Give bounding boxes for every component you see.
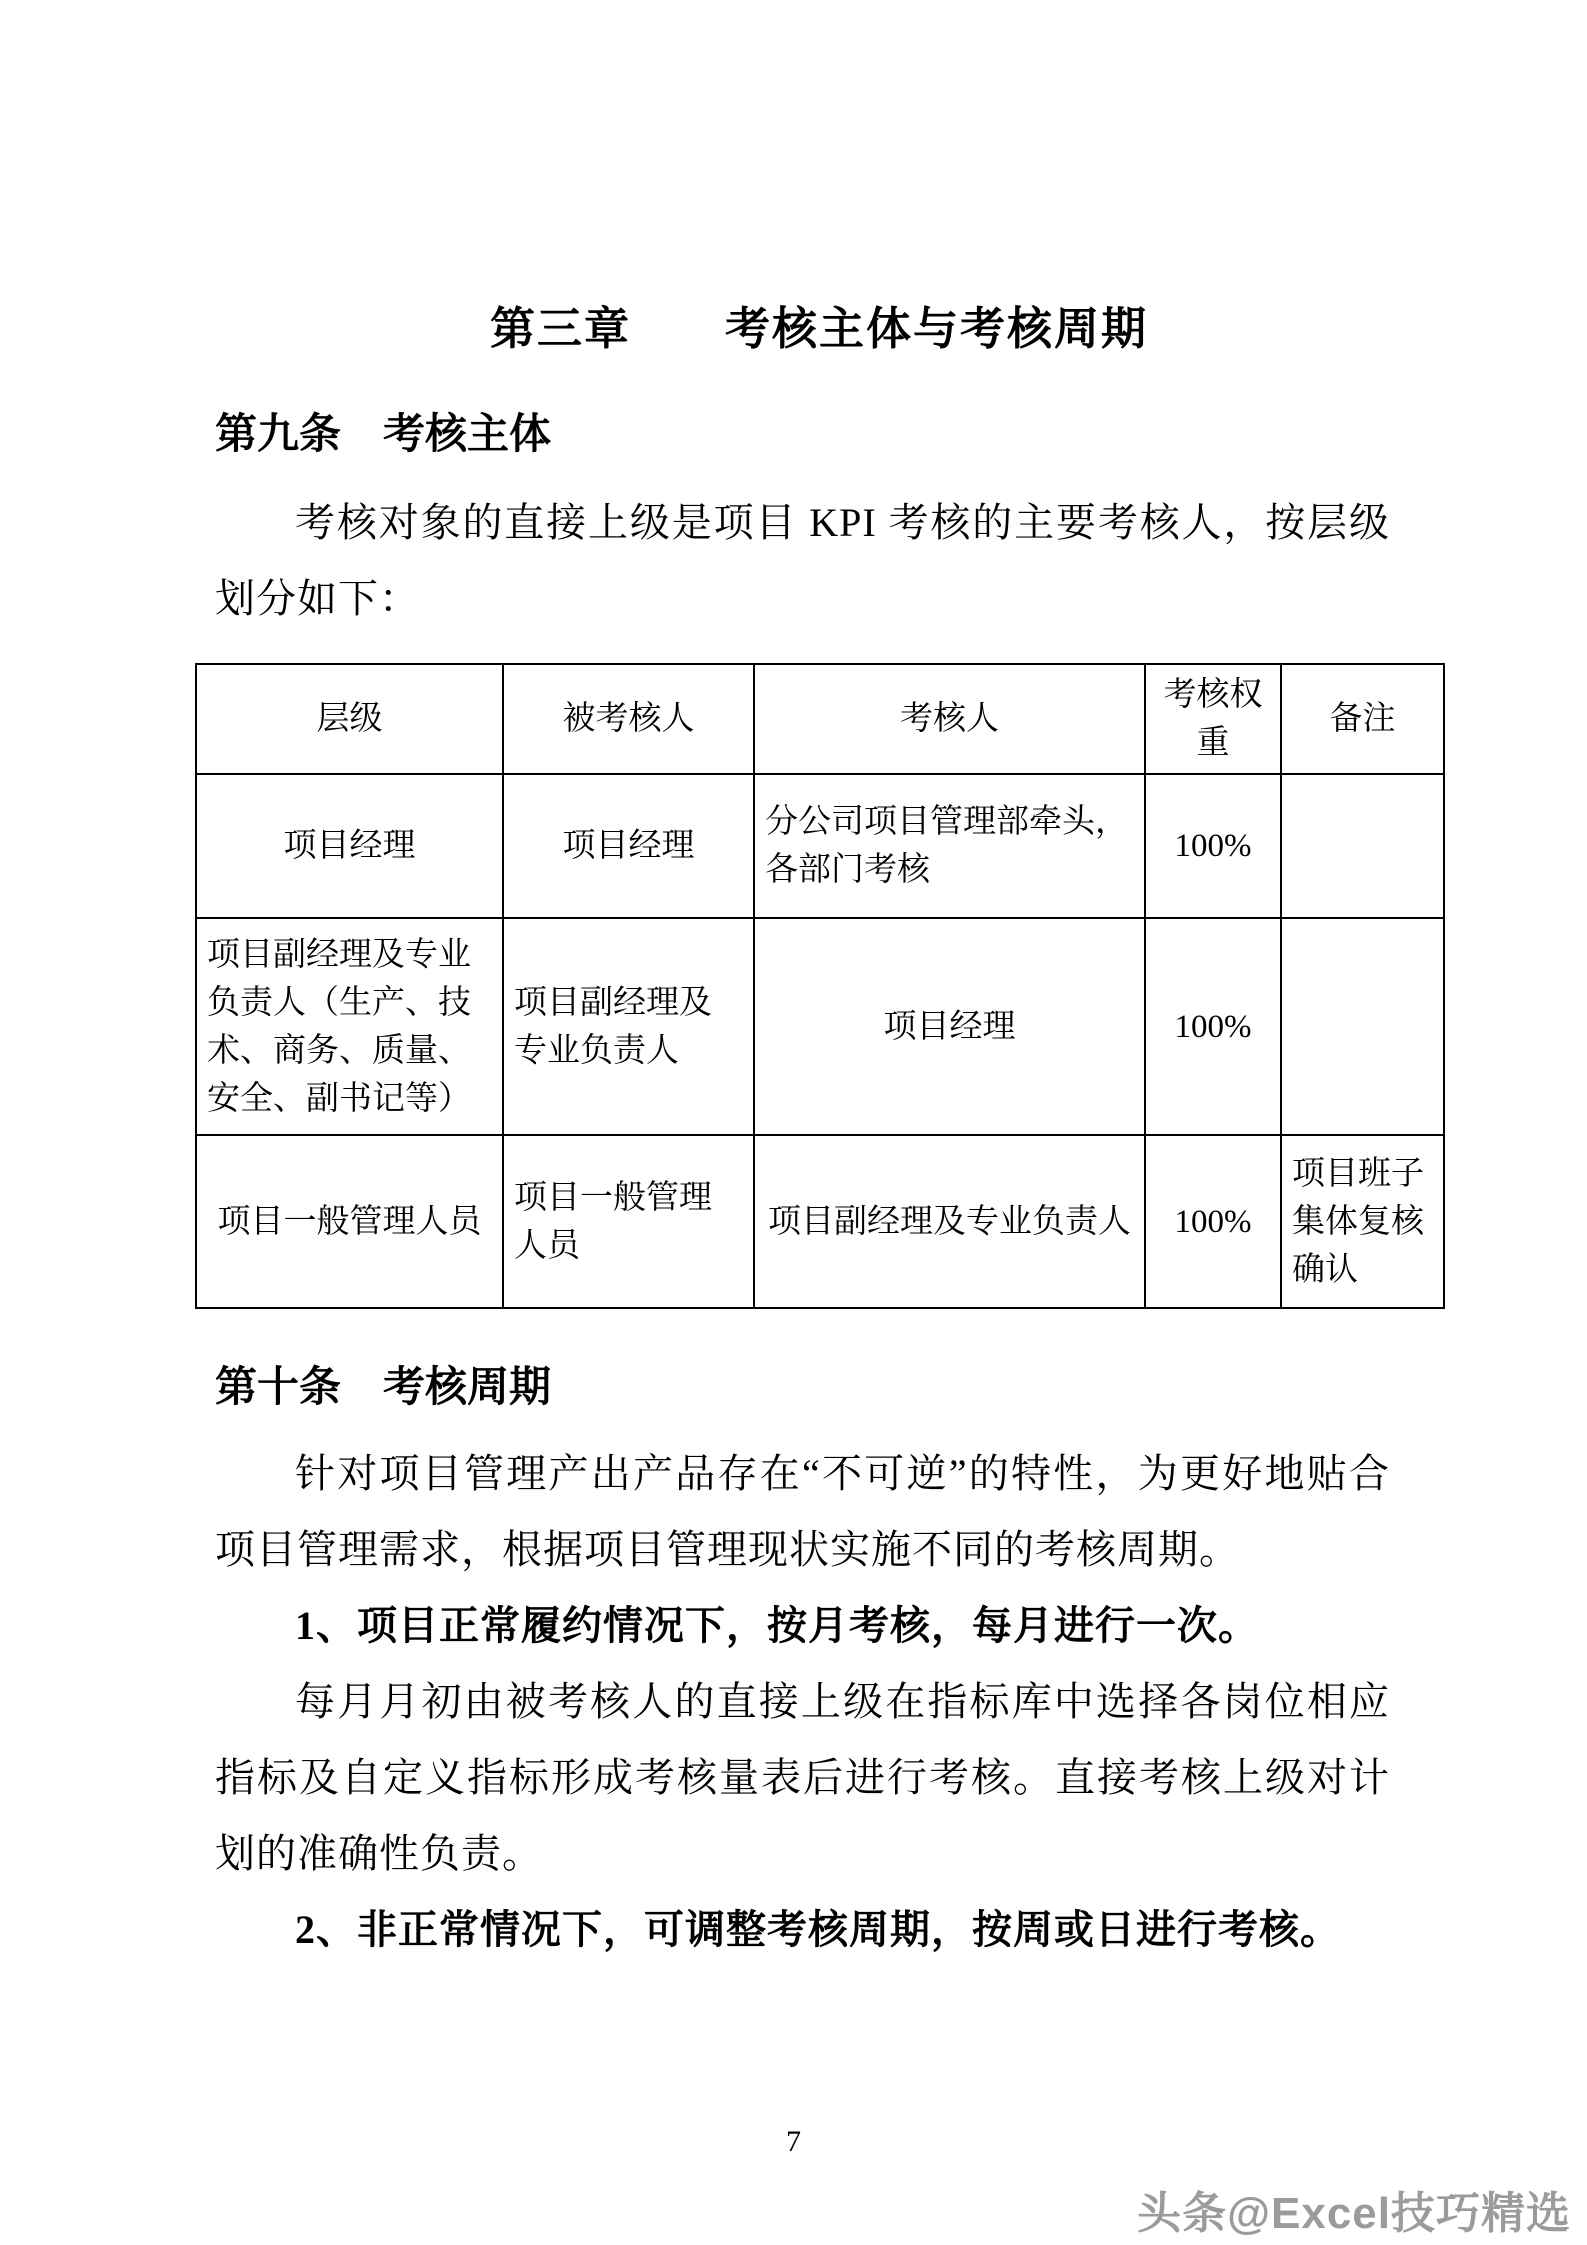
article-10-paragraph-2: 每月月初由被考核人的直接上级在指标库中选择各岗位相应指标及自定义指标形成考核量表后进行考核。直接考核上级对计划的准确性负责。 <box>215 1679 1390 1876</box>
article-10-item-1: 1、项目正常履约情况下，按月考核，每月进行一次。 <box>295 1603 1259 1648</box>
table-cell-level: 项目一般管理人员 <box>196 1135 503 1308</box>
article-9-intro-paragraph: 考核对象的直接上级是项目 KPI 考核的主要考核人，按层级划分如下： <box>215 500 1390 621</box>
table-cell-weight: 100% <box>1145 918 1281 1135</box>
table-cell-remarks: 项目班子集体复核确认 <box>1281 1135 1444 1308</box>
page-number: 7 <box>786 2125 801 2158</box>
watermark-text: 头条@Excel技巧精选 <box>1137 2189 1571 2238</box>
table-cell-level: 项目经理 <box>196 774 503 918</box>
table-cell-assessee: 项目经理 <box>503 774 754 918</box>
chapter-title: 第三章 考核主体与考核周期 <box>489 304 1148 354</box>
table-row <box>196 1135 1444 1308</box>
table-cell-assessor: 分公司项目管理部牵头，各部门考核 <box>754 774 1145 918</box>
table-cell-level: 项目副经理及专业负责人（生产、技术、商务、质量、安全、副书记等） <box>196 918 503 1135</box>
article-9-heading: 第九条 考核主体 <box>215 412 552 458</box>
table-cell-remarks <box>1281 918 1444 1135</box>
article-10-item-2: 2、非正常情况下，可调整考核周期，按周或日进行考核。 <box>295 1907 1341 1952</box>
article-10-paragraph-1: 针对项目管理产出产品存在“不可逆”的特性，为更好地贴合项目管理需求，根据项目管理现状实施不同的考核周期。 <box>215 1451 1390 1572</box>
table-header-level: 层级 <box>196 664 503 774</box>
assessment-hierarchy-table <box>195 663 1445 1309</box>
table-cell-assessor: 项目副经理及专业负责人 <box>754 1135 1145 1308</box>
table-cell-weight: 100% <box>1145 774 1281 918</box>
table-row <box>196 774 1444 918</box>
table-cell-weight: 100% <box>1145 1135 1281 1308</box>
table-cell-assessor: 项目经理 <box>754 918 1145 1135</box>
table-cell-assessee: 项目副经理及专业负责人 <box>503 918 754 1135</box>
table-header-assessee: 被考核人 <box>503 664 754 774</box>
article-10-heading: 第十条 考核周期 <box>215 1365 552 1411</box>
table-header-assessor: 考核人 <box>754 664 1145 774</box>
table-header-weight: 考核权重 <box>1145 664 1281 774</box>
table-header-remarks: 备注 <box>1281 664 1444 774</box>
table-header-row <box>196 664 1444 774</box>
table-row <box>196 918 1444 1135</box>
table-cell-remarks <box>1281 774 1444 918</box>
table-cell-assessee: 项目一般管理人员 <box>503 1135 754 1308</box>
